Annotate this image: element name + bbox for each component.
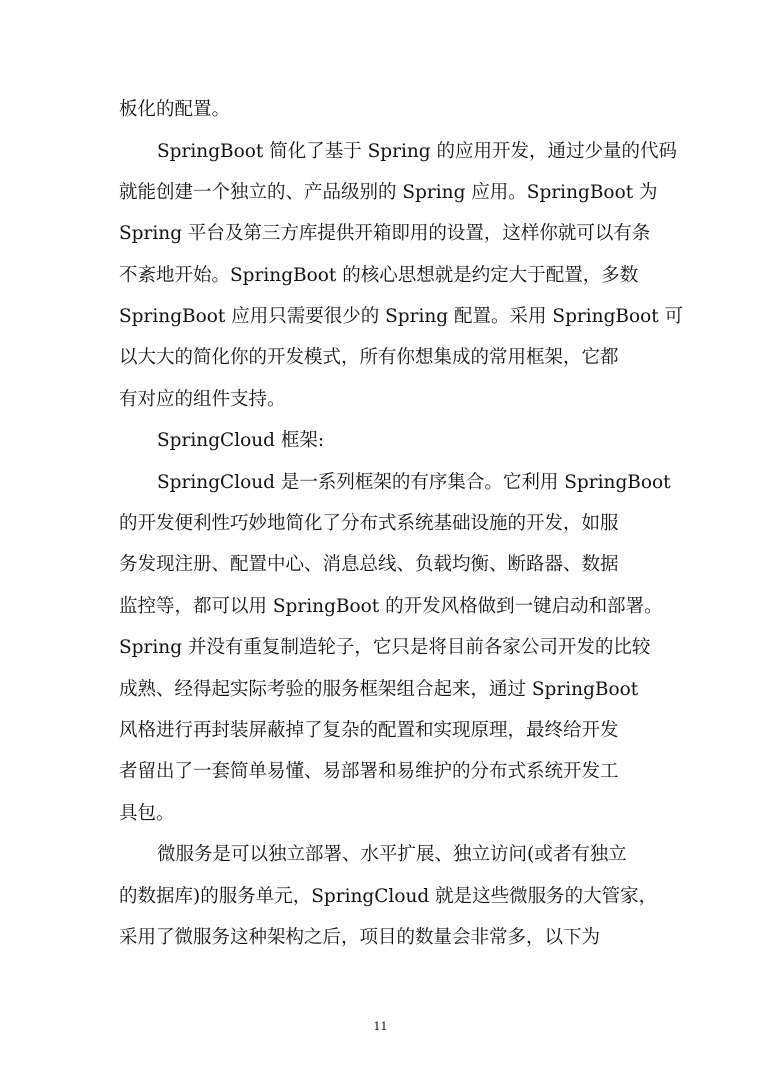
- text-line: 的开发便利性巧妙地简化了分布式系统基础设施的开发，如服: [119, 513, 619, 534]
- page-number: 11: [373, 1020, 388, 1033]
- section-heading: SpringCloud 框架:: [157, 430, 325, 451]
- text-line: 以大大的简化你的开发模式，所有你想集成的常用框架，它都: [119, 347, 619, 368]
- text-line: 者留出了一套简单易懂、易部署和易维护的分布式系统开发工: [119, 761, 619, 782]
- text-line: 监控等，都可以用 SpringBoot 的开发风格做到一键启动和部署。: [119, 596, 663, 617]
- text-line: 板化的配置。: [119, 99, 231, 120]
- text-line: 不紊地开始。SpringBoot 的核心思想就是约定大于配置，多数: [119, 265, 639, 286]
- text-line: 成熟、经得起实际考验的服务框架组合起来，通过 SpringBoot: [119, 679, 639, 700]
- text-line: 采用了微服务这种架构之后，项目的数量会非常多，以下为: [119, 927, 601, 948]
- text-line: Spring 并没有重复制造轮子，它只是将目前各家公司开发的比较: [119, 637, 651, 658]
- text-line: Spring 平台及第三方库提供开箱即用的设置，这样你就可以有条: [119, 223, 651, 244]
- text-line: SpringBoot 应用只需要很少的 Spring 配置。采用 SpringBoot 可: [119, 306, 684, 327]
- text-line: 务发现注册、配置中心、消息总线、负载均衡、断路器、数据: [119, 554, 619, 575]
- text-line: 就能创建一个独立的、产品级别的 Spring 应用。SpringBoot 为: [119, 182, 658, 203]
- text-line: 具包。: [119, 803, 175, 824]
- text-line: SpringBoot 简化了基于 Spring 的应用开发，通过少量的代码: [157, 141, 678, 162]
- text-line: SpringCloud 是一系列框架的有序集合。它利用 SpringBoot: [157, 472, 671, 493]
- text-line: 的数据库)的服务单元，SpringCloud 就是这些微服务的大管家，: [119, 886, 658, 907]
- text-line: 有对应的组件支持。: [119, 389, 286, 410]
- text-line: 风格进行再封装屏蔽掉了复杂的配置和实现原理，最终给开发: [119, 720, 619, 741]
- text-line: 微服务是可以独立部署、水平扩展、独立访问(或者有独立: [157, 844, 627, 865]
